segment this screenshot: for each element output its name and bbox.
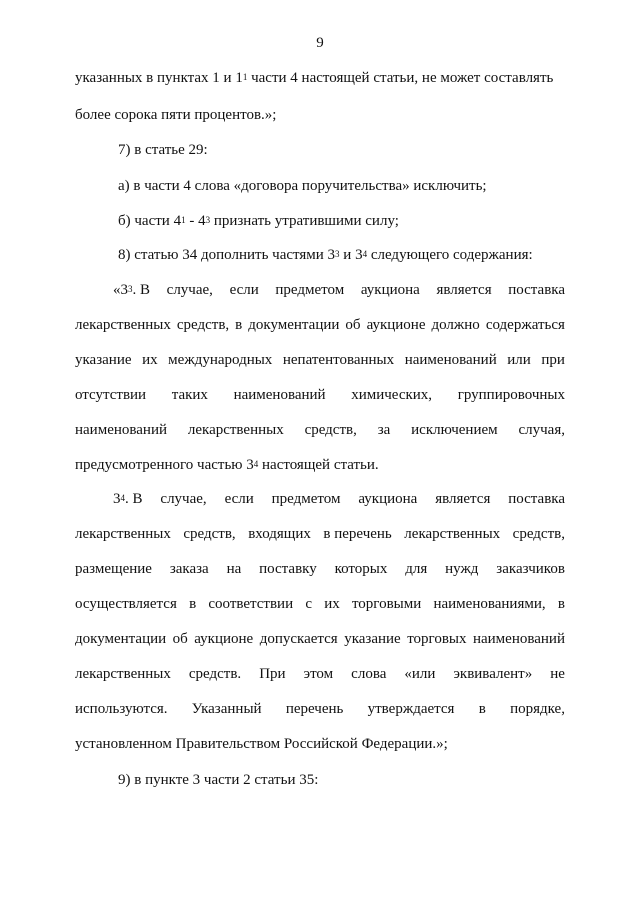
part33-line6: предусмотренного частью $3^4$ настоящей статьи.: [75, 457, 379, 473]
part33-line1: «$3^3$. В случае, если предметом аукциона является поставка: [113, 282, 565, 298]
page-number: 9: [316, 35, 324, 51]
part-number: «$3^3$. В: [113, 282, 151, 298]
item7b-text: б) части $4^1 - 4^3$ признать утратившими силу;: [118, 213, 399, 229]
part34-line7: используются. Указанный перечень утверждается в порядке,: [75, 701, 565, 717]
part-number: $3^4$. В: [113, 491, 143, 507]
para1-line1: [75, 68, 565, 88]
item8-heading: 8) статью 34 дополнить частями $3^3$ и $3^4$ следующего содержания:: [118, 247, 533, 263]
item9-heading: 9) в пункте 3 части 2 статьи 35:: [118, 772, 319, 788]
part33-line2: лекарственных средств, в документации об аукционе должно содержаться: [75, 317, 565, 333]
part33-line5: наименований лекарственных средств, за исключением случая,: [75, 422, 565, 438]
part34-line6: лекарственных средств. При этом слова «или эквивалент» не: [75, 666, 565, 682]
part34-line3: размещение заказа на поставку которых для нужд заказчиков: [75, 561, 565, 577]
item7a-text: а) в части 4 слова «договора поручительства» исключить;: [118, 178, 487, 194]
item7-heading: 7) в статье 29:: [118, 142, 208, 158]
part34-line5: документации об аукционе допускается указание торговых наименований: [75, 631, 565, 647]
part33-line3: указание их международных непатентованных наименований или при: [75, 352, 565, 368]
part33-line4: отсутствии таких наименований химических, группировочных: [75, 387, 565, 403]
part34-line4: осуществляется в соответствии с их торговыми наименованиями, в: [75, 596, 565, 612]
part34-line1: $3^4$. В случае, если предметом аукциона является поставка: [113, 491, 565, 507]
text-fragment: указанных в пунктах 1 и $1^1$ части 4 настоящей статьи, не может составлять: [75, 70, 554, 86]
para1-line2: более сорока пяти процентов.»;: [75, 107, 277, 123]
part34-line2: лекарственных средств, входящих в перечень лекарственных средств,: [75, 526, 565, 542]
part34-line8: установленном Правительством Российской Федерации.»;: [75, 736, 448, 752]
